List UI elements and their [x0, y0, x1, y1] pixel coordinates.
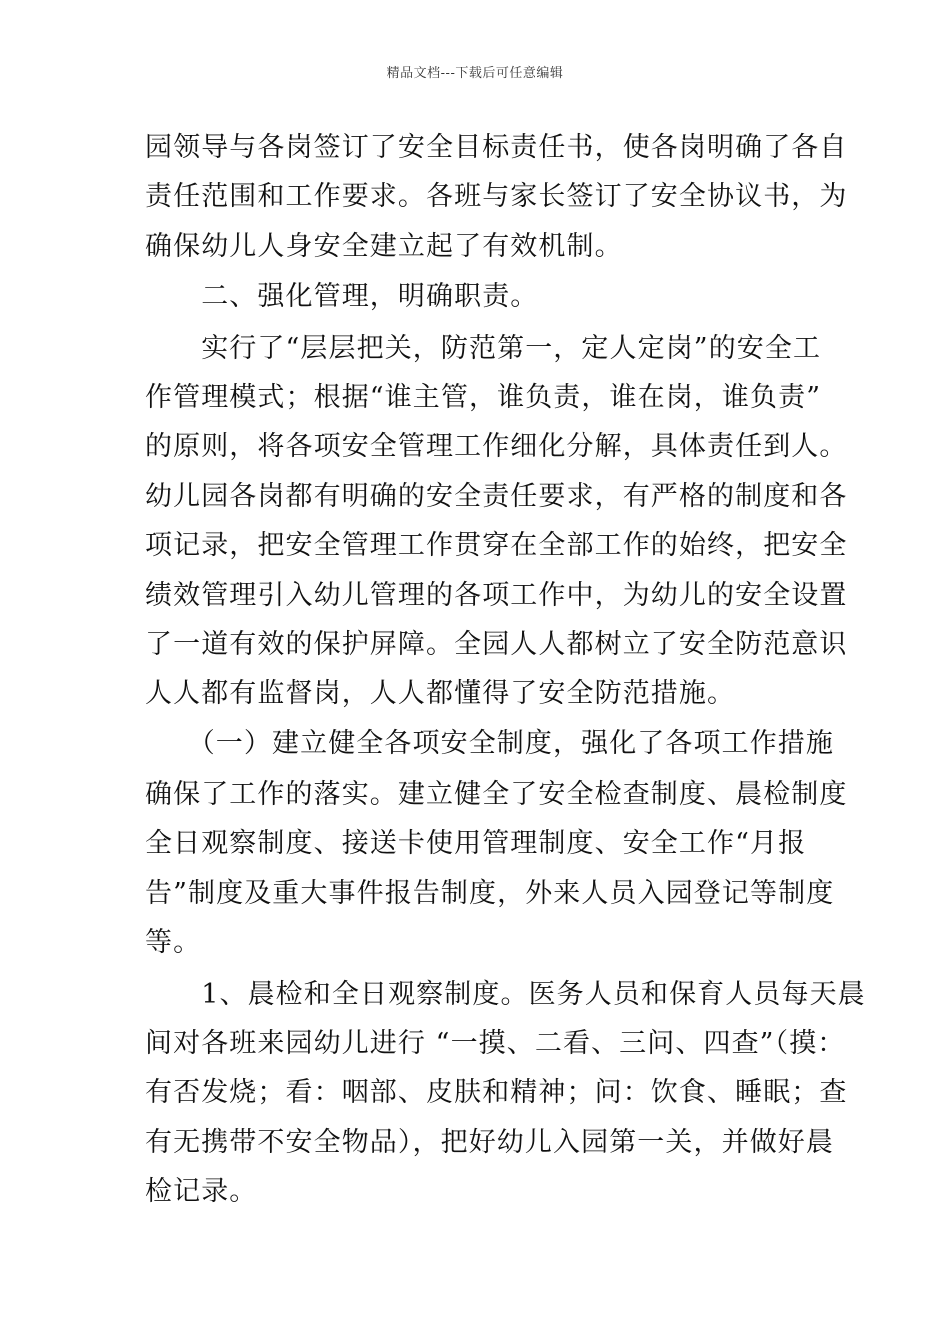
text-line: 了一道有效的保护屏障。全园人人都树立了安全防范意识	[145, 629, 848, 660]
text-line: 间对各班来园幼儿进行 “一摸、二看、三问、四查”（摸：	[145, 1028, 846, 1059]
text-line: 确保了工作的落实。建立健全了安全检查制度、晨检制度	[145, 779, 848, 810]
text-line: 等。	[145, 927, 202, 958]
text-line: 的原则，将各项安全管理工作细化分解，具体责任到人。	[145, 431, 848, 462]
text-line: 告”制度及重大事件报告制度，外来人员入园登记等制度	[145, 878, 835, 909]
text-line: 确保幼儿人身安全建立起了有效机制。	[145, 231, 623, 262]
text-line: （一）建立健全各项安全制度，强化了各项工作措施	[145, 728, 834, 759]
text-line: 有否发烧；看：咽部、皮肤和精神；问：饮食、睡眠；查	[145, 1077, 848, 1108]
text-line: 有无携带不安全物品），把好幼儿入园第一关，并做好晨	[145, 1127, 834, 1158]
section-heading: 二、强化管理，明确职责。	[145, 281, 539, 312]
page-header: 精品文档---下载后可任意编辑	[386, 66, 564, 81]
text-line: 作管理模式；根据“谁主管，谁负责，谁在岗，谁负责”	[145, 382, 822, 413]
text-line: 检记录。	[145, 1176, 258, 1207]
text-line: 绩效管理引入幼儿管理的各项工作中，为幼儿的安全设置	[145, 580, 848, 611]
text-line: 幼儿园各岗都有明确的安全责任要求，有严格的制度和各	[145, 481, 848, 512]
text-line: 人人都有监督岗，人人都懂得了安全防范措施。	[145, 678, 736, 709]
text-line: 1、晨检和全日观察制度。医务人员和保育人员每天晨	[145, 979, 866, 1010]
text-line: 全日观察制度、接送卡使用管理制度、安全工作“月报	[145, 828, 807, 859]
text-line: 园领导与各岗签订了安全目标责任书，使各岗明确了各自	[145, 132, 848, 163]
text-line: 实行了“层层把关，防范第一，定人定岗”的安全工	[145, 333, 822, 364]
text-line: 项记录，把安全管理工作贯穿在全部工作的始终，把安全	[145, 530, 848, 561]
text-line: 责任范围和工作要求。各班与家长签订了安全协议书，为	[145, 181, 848, 212]
